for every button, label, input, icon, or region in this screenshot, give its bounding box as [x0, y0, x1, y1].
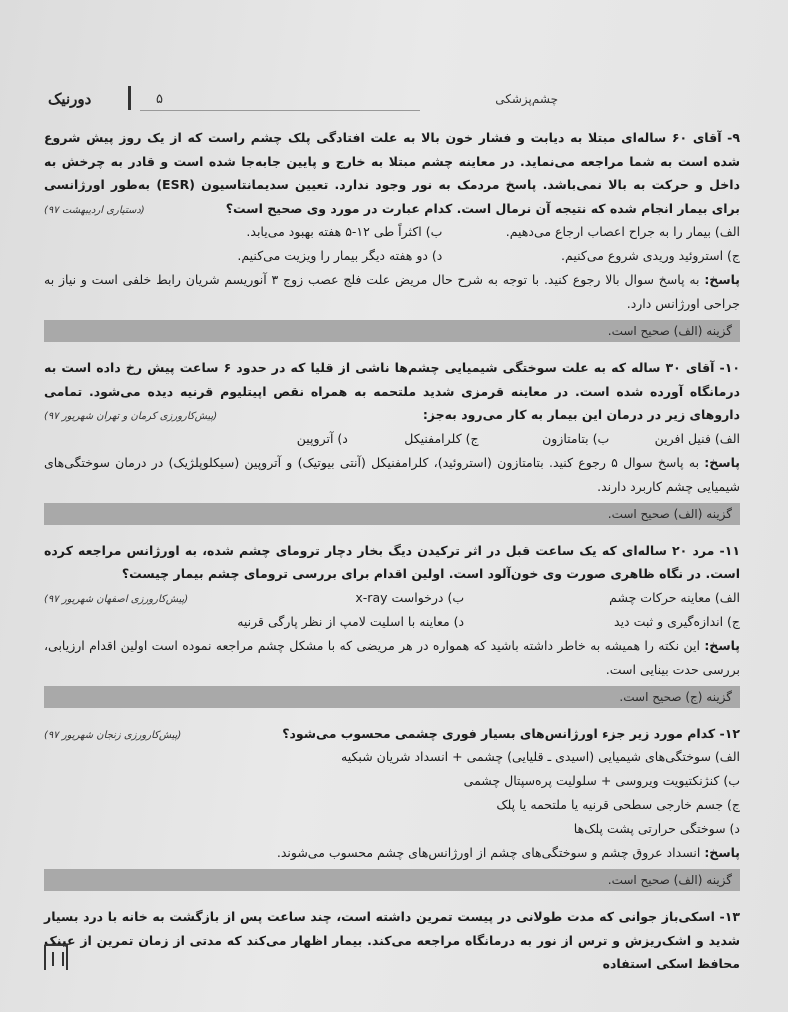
- options-list: [145, 220, 740, 268]
- question-source: (پیش‌کارورزی زنجان شهریور ۹۷): [44, 729, 182, 741]
- answer-label: پاسخ:: [704, 845, 740, 860]
- question-stem: ۱۲- کدام مورد زیر جزء اورژانس‌های بسیار فوری چشمی محسوب می‌شود؟: [282, 725, 740, 741]
- page-number: ۵: [156, 92, 163, 107]
- option-c: ج) جسم خارجی سطحی قرنیه یا ملتحمه یا پلک: [496, 797, 740, 812]
- answer-text: انسداد عروق چشم و سوختگی‌های چشم از اورژانس‌های چشم محسوب می‌شوند.: [276, 845, 701, 860]
- answer-key-bar: گزینه (الف) صحیح است.: [44, 320, 740, 342]
- header-separator: [128, 86, 131, 110]
- question-stem: ۹- آقای ۶۰ ساله‌ای مبتلا به دیابت و فشار خون بالا به علت افتادگی پلک چشم راست که از یک روز پیش شروع شده است به شما مراجعه می‌نماید. در معاینه چشم مبتلا به خارج و پایین جابه‌جا شده است و قادر به چرخش به داخل و حرکت به بالا نمی‌باشد. پاسخ مردمک به نور وجود ندارد. تعیین سدیمانتاسیون (ESR) به‌طور اورژانسی برای بیمار انجام شده که نتیجه آن نرمال است. کدام عبارت در مورد وی صحیح است؟: [44, 130, 741, 216]
- option-b: ب) اکثراً طی ۱۲-۵ هفته بهبود می‌یابد.: [246, 224, 443, 239]
- options-list: [217, 427, 740, 451]
- book-logo-icon: [44, 944, 68, 970]
- option-c: ج) کلرامفنیکل: [404, 430, 479, 446]
- question-source: (پیش‌کارورزی کرمان و تهران شهریور ۹۷): [44, 411, 218, 422]
- answer-label: پاسخ:: [704, 454, 740, 470]
- question-stem: ۱۱- مرد ۲۰ ساله‌ای که یک ساعت قبل در اثر ترکیدن دیگ بخار دچار ترومای چشم شده، به اورژانس مراجعه کرده است. در نگاه ظاهری صورت وی خون‌آلود است. اولین اقدام برای بررسی ترومای چشم بیمار چیست؟: [44, 542, 740, 581]
- question-13: [44, 905, 740, 976]
- option-d: د) سوختگی حرارتی پشت پلک‌ها: [573, 821, 740, 836]
- question-source: (دستیاری اردیبهشت ۹۷): [44, 204, 145, 216]
- question-11: [44, 539, 740, 708]
- answer-key-bar: گزینه (الف) صحیح است.: [44, 869, 740, 891]
- options-list: [188, 586, 740, 634]
- answer-explanation: [44, 634, 740, 682]
- option-a: الف) سوختگی‌های شیمیایی (اسیدی ـ قلیایی) چشمی + انسداد شریان شبکیه: [341, 749, 740, 764]
- question-9: [44, 126, 740, 342]
- answer-explanation: [44, 451, 740, 499]
- header-rule: [140, 110, 420, 111]
- option-c: ج) استروئید وریدی شروع می‌کنیم.: [561, 248, 740, 263]
- question-10: [44, 356, 740, 525]
- answer-label: پاسخ:: [704, 637, 740, 653]
- answer-key-bar: گزینه (ج) صحیح است.: [44, 686, 740, 708]
- publisher-logo: دورنیک: [48, 90, 92, 108]
- question-text: [44, 126, 740, 220]
- option-d: د) دو هفته دیگر بیمار را ویزیت می‌کنیم.: [237, 248, 443, 263]
- answer-text: به پاسخ سوال ۵ رجوع کنید. بتامتازون (استروئید)، کلرامفنیکل (آنتی بیوتیک) و آتروپین (سیکلوپلژیک) در درمان سوختگی‌های شیمیایی چشم کاربرد دارند.: [44, 454, 740, 494]
- page-header: [40, 80, 748, 120]
- question-12: [44, 722, 740, 892]
- subject-title: چشم‌پزشکی: [495, 92, 558, 106]
- question-stem: ۱۰- آقای ۳۰ ساله که به علت سوختگی شیمیایی چشم‌ها ناشی از قلیا که در حدود ۶ ساعت پیش رخ داده است به درمانگاه آورده شده است. در معاینه قرمزی شدید ملتحمه به همراه نقص اپیتلیوم قرنیه دیده می‌شود. تمامی داروهای زیر در درمان این بیمار به کار می‌رود به‌جز:: [44, 360, 740, 422]
- option-c: ج) اندازه‌گیری و ثبت دید: [614, 613, 740, 629]
- question-text: [44, 722, 740, 746]
- answer-label: پاسخ:: [704, 272, 740, 287]
- option-a: الف) معاینه حرکات چشم: [609, 589, 740, 605]
- option-d: د) معاینه با اسلیت لامپ از نظر پارگی قرنیه: [237, 613, 465, 629]
- question-stem: ۱۳- اسکی‌باز جوانی که مدت طولانی در پیست تمرین داشته است، چند ساعت پس از بازگشت به خانه با درد بسیار شدید و اشک‌ریزش و ترس از نور به درمانگاه مراجعه می‌کند. بیمار اظهار می‌کند که مدتی از زمان تمرین از عینک محافظ اسکی استفاده: [44, 909, 740, 971]
- option-d: د) آتروپین: [296, 430, 348, 446]
- options-list: [181, 745, 740, 841]
- option-b: ب) بتامتازون: [542, 430, 610, 446]
- questions-content: [44, 126, 740, 976]
- option-a: الف) بیمار را به جراح اعصاب ارجاع می‌دهیم.: [505, 224, 740, 239]
- option-a: الف) فنیل افرین: [654, 430, 740, 446]
- answer-key-bar: گزینه (الف) صحیح است.: [44, 503, 740, 525]
- option-b: ب) کنژنکتیویت ویروسی + سلولیت پره‌سپتال چشمی: [463, 773, 740, 788]
- option-b: ب) درخواست x-ray: [355, 589, 465, 605]
- question-text: [44, 905, 740, 976]
- answer-explanation: [44, 268, 740, 316]
- question-source: (پیش‌کارورزی اصفهان شهریور ۹۷): [44, 593, 189, 605]
- answer-text: به پاسخ سوال بالا رجوع کنید. با توجه به شرح حال مریض علت فلج عصب زوج ۳ آنوریسم شریان رابط خلفی است و نیاز به جراحی اورژانس دارد.: [44, 272, 740, 311]
- answer-text: این نکته را همیشه به خاطر داشته باشید که همواره در هر مریضی که با مشکل چشم مراجعه نموده است اولین اقدام ارزیابی، بررسی حدت بینایی است.: [44, 637, 740, 677]
- question-text: [44, 356, 740, 427]
- answer-explanation: [44, 841, 740, 865]
